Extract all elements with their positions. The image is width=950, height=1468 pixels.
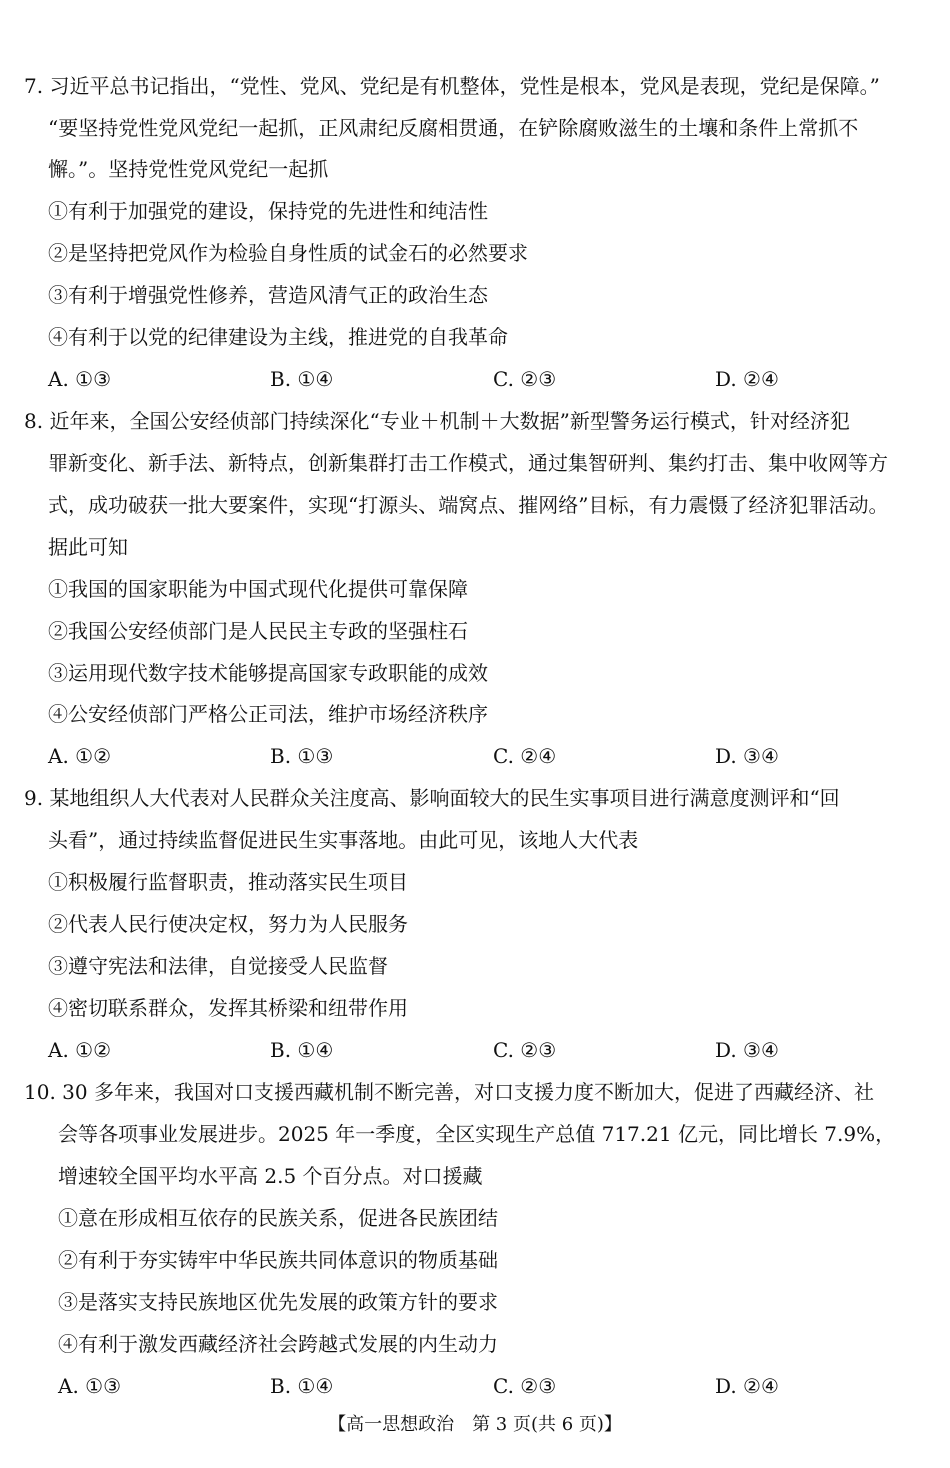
option-c[interactable]: C. ②③ [493, 1038, 557, 1062]
statement-item: ①积极履行监督职责，推动落实民生项目 [48, 870, 408, 894]
question-stem-line: 增速较全国平均水平高 2.5 个百分点。对口援藏 [58, 1164, 483, 1188]
statement-item: ③是落实支持民族地区优先发展的政策方针的要求 [58, 1290, 498, 1314]
question-stem-line: 9. 某地组织人大代表对人民群众关注度高、影响面较大的民生实事项目进行满意度测评和“回 [24, 786, 840, 810]
question-stem-line: 罪新变化、新手法、新特点，创新集群打击工作模式，通过集智研判、集约打击、集中收网等方 [48, 451, 888, 475]
statement-item: ②有利于夯实铸牢中华民族共同体意识的物质基础 [58, 1248, 498, 1272]
statement-item: ①我国的国家职能为中国式现代化提供可靠保障 [48, 577, 468, 601]
statement-item: ①意在形成相互依存的民族关系，促进各民族团结 [58, 1206, 498, 1230]
question-stem-line: “要坚持党性党风党纪一起抓，正风肃纪反腐相贯通，在铲除腐败滋生的土壤和条件上常抓不 [48, 116, 859, 140]
statement-item: ④密切联系群众，发挥其桥梁和纽带作用 [48, 996, 408, 1020]
option-a[interactable]: A. ①② [48, 744, 112, 768]
statement-item: ②我国公安经侦部门是人民民主专政的坚强柱石 [48, 619, 468, 643]
option-d[interactable]: D. ③④ [715, 1038, 779, 1062]
question-stem-line: 10. 30 多年来，我国对口支援西藏机制不断完善，对口支援力度不断加大，促进了西藏经济、社 [24, 1080, 874, 1104]
question-stem-line: 懈。”。坚持党性党风党纪一起抓 [48, 157, 329, 181]
option-d[interactable]: D. ③④ [715, 744, 779, 768]
option-c[interactable]: C. ②④ [493, 744, 557, 768]
statement-item: ③遵守宪法和法律，自觉接受人民监督 [48, 954, 388, 978]
option-c[interactable]: C. ②③ [493, 1374, 557, 1398]
option-d[interactable]: D. ②④ [715, 1374, 779, 1398]
option-b[interactable]: B. ①④ [270, 367, 334, 391]
option-a[interactable]: A. ①③ [58, 1374, 122, 1398]
question-stem-line: 7. 习近平总书记指出，“党性、党风、党纪是有机整体，党性是根本，党风是表现，党纪是保障。” [24, 74, 880, 98]
statement-item: ③有利于增强党性修养，营造风清气正的政治生态 [48, 283, 488, 307]
option-b[interactable]: B. ①④ [270, 1038, 334, 1062]
option-b[interactable]: B. ①④ [270, 1374, 334, 1398]
statement-item: ④公安经侦部门严格公正司法，维护市场经济秩序 [48, 702, 488, 726]
statement-item: ①有利于加强党的建设，保持党的先进性和纯洁性 [48, 199, 488, 223]
question-stem-line: 头看”，通过持续监督促进民生实事落地。由此可见，该地人大代表 [48, 828, 639, 852]
statement-item: ②是坚持把党风作为检验自身性质的试金石的必然要求 [48, 241, 528, 265]
statement-item: ③运用现代数字技术能够提高国家专政职能的成效 [48, 661, 488, 685]
option-b[interactable]: B. ①③ [270, 744, 334, 768]
question-stem-line: 据此可知 [48, 535, 128, 559]
question-stem-line: 8. 近年来，全国公安经侦部门持续深化“专业＋机制＋大数据”新型警务运行模式，针对经济犯 [24, 409, 850, 433]
option-d[interactable]: D. ②④ [715, 367, 779, 391]
statement-item: ②代表人民行使决定权，努力为人民服务 [48, 912, 408, 936]
question-stem-line: 式，成功破获一批大要案件，实现“打源头、端窝点、摧网络”目标，有力震慑了经济犯罪活动。 [48, 493, 889, 517]
question-stem-line: 会等各项事业发展进步。2025 年一季度，全区实现生产总值 717.21 亿元，同比增长 7.9%， [58, 1122, 896, 1146]
option-a[interactable]: A. ①② [48, 1038, 112, 1062]
statement-item: ④有利于以党的纪律建设为主线，推进党的自我革命 [48, 325, 508, 349]
option-a[interactable]: A. ①③ [48, 367, 112, 391]
option-c[interactable]: C. ②③ [493, 367, 557, 391]
page-footer: 【高一思想政治 第 3 页(共 6 页)】 [328, 1414, 622, 1435]
statement-item: ④有利于激发西藏经济社会跨越式发展的内生动力 [58, 1332, 498, 1356]
